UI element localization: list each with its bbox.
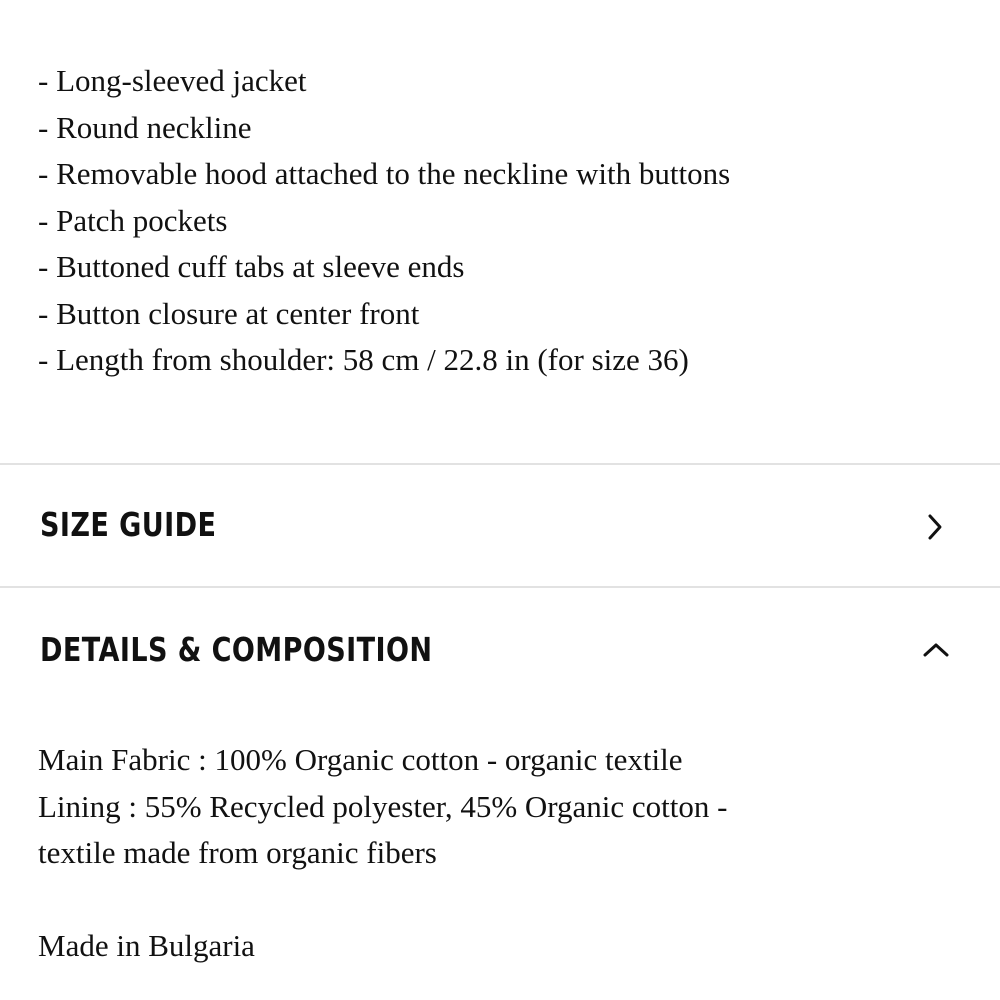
spacer: [38, 877, 978, 924]
size-guide-title: SIZE GUIDE: [40, 505, 217, 544]
chevron-up-icon[interactable]: [916, 630, 956, 670]
description-item: - Button closure at center front: [38, 295, 420, 331]
description-item: - Buttoned cuff tabs at sleeve ends: [38, 249, 465, 284]
composition-line: textile made from organic fibers: [38, 835, 437, 870]
composition-line: Lining : 55% Recycled polyester, 45% Organic cotton -: [38, 788, 728, 824]
size-guide-accordion-header[interactable]: [0, 465, 1000, 585]
origin-text: Made in Bulgaria: [38, 928, 255, 963]
description-item: - Length from shoulder: 58 cm / 22.8 in (for size 36): [38, 342, 689, 377]
chevron-right-icon[interactable]: [916, 507, 956, 547]
description-item: - Removable hood attached to the neckline with buttons: [38, 156, 731, 191]
product-description-list: [38, 58, 978, 384]
description-item: - Patch pockets: [38, 202, 228, 238]
description-item: - Long-sleeved jacket: [38, 63, 307, 98]
composition-line: Main Fabric : 100% Organic cotton - organic textile: [38, 742, 683, 777]
composition-panel: [38, 737, 978, 970]
details-composition-title: DETAILS & COMPOSITION: [40, 630, 433, 669]
details-composition-accordion-header[interactable]: [0, 588, 1000, 708]
description-item: - Round neckline: [38, 109, 252, 145]
